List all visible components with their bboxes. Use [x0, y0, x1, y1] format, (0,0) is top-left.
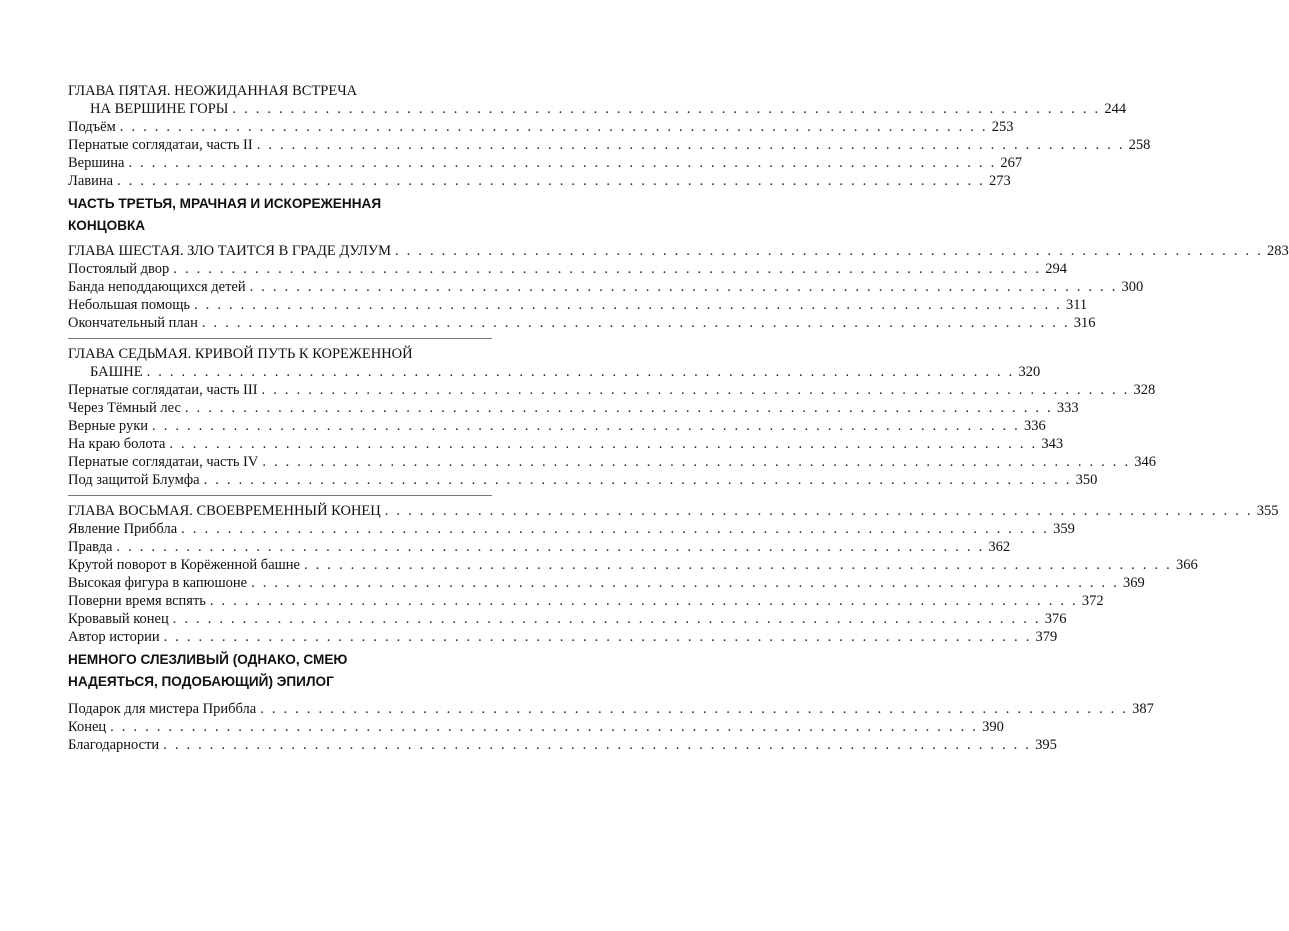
section-divider	[68, 338, 492, 339]
chapter-heading-continued[interactable]	[68, 363, 1041, 381]
entry-title: Явление Приббла	[68, 521, 178, 537]
toc-entry[interactable]	[68, 314, 1096, 332]
page-number: 258	[1128, 137, 1151, 153]
dot-leader: . . . . . . . . . . . . . . . . . . . . . . . . . . . . . . . . . . . . . . . . . . . . . . . . . . . . . . . . . . . . . . . . . . . . . . . . . . .	[117, 173, 986, 189]
dot-leader: . . . . . . . . . . . . . . . . . . . . . . . . . . . . . . . . . . . . . . . . . . . . . . . . . . . . . . . . . . . . . . . . . . . . . . . . . . .	[201, 315, 1070, 331]
page-number: 333	[1056, 400, 1079, 416]
page-number: 253	[991, 119, 1014, 135]
page-number: 387	[1132, 701, 1154, 717]
page-number: 343	[1041, 436, 1064, 452]
dot-leader: . . . . . . . . . . . . . . . . . . . . . . . . . . . . . . . . . . . . . . . . . . . . . . . . . . . . . . . . . . . . . . . . . . . . . . . . . . .	[194, 297, 1062, 313]
entry-title: Пернатые соглядатаи, часть II	[68, 137, 253, 153]
dot-leader: . . . . . . . . . . . . . . . . . . . . . . . . . . . . . . . . . . . . . . . . . . . . . . . . . . . . . . . . . . . . . . . . . . . . . . . . . . .	[116, 539, 985, 555]
dot-leader: . . . . . . . . . . . . . . . . . . . . . . . . . . . . . . . . . . . . . . . . . . . . . . . . . . . . . . . . . . . . . . . . . . . . . . . . . . .	[169, 436, 1038, 452]
entry-title: ГЛАВА ВОСЬМАЯ. СВОЕВРЕМЕННЫЙ КОНЕЦ	[68, 503, 381, 519]
toc-entry[interactable]	[68, 700, 1154, 718]
dot-leader: . . . . . . . . . . . . . . . . . . . . . . . . . . . . . . . . . . . . . . . . . . . . . . . . . . . . . . . . . . . . . . . . . . . . . . . . . . .	[384, 503, 1253, 519]
page-number: 355	[1256, 503, 1279, 519]
entry-title: Высокая фигура в капюшоне	[68, 575, 248, 591]
chapter-heading[interactable]	[68, 502, 1279, 520]
entry-title: Небольшая помощь	[68, 297, 191, 313]
part-title-line: ЧАСТЬ ТРЕТЬЯ, МРАЧНАЯ И ИСКОРЕЖЕННАЯ	[68, 196, 382, 211]
page-number: 395	[1035, 737, 1057, 753]
dot-leader: . . . . . . . . . . . . . . . . . . . . . . . . . . . . . . . . . . . . . . . . . . . . . . . . . . . . . . . . . . . . . . . . . . . . . . . . . . .	[152, 418, 1020, 434]
dot-leader: . . . . . . . . . . . . . . . . . . . . . . . . . . . . . . . . . . . . . . . . . . . . . . . . . . . . . . . . . . . . . . . . . . . . . . . . . . .	[304, 557, 1172, 573]
entry-title: ГЛАВА ШЕСТАЯ. ЗЛО ТАИТСЯ В ГРАДЕ ДУЛУМ	[68, 243, 392, 259]
entry-title: Постоялый двор	[68, 261, 170, 277]
page-number: 244	[1104, 101, 1127, 117]
dot-leader: . . . . . . . . . . . . . . . . . . . . . . . . . . . . . . . . . . . . . . . . . . . . . . . . . . . . . . . . . . . . . . . . . . . . . . . . . . .	[184, 400, 1053, 416]
entry-title: Кровавый конец	[68, 611, 169, 627]
entry-title: НА ВЕРШИНЕ ГОРЫ	[90, 101, 229, 117]
entry-title: На краю болота	[68, 436, 166, 452]
page-number: 369	[1123, 575, 1145, 591]
dot-leader: . . . . . . . . . . . . . . . . . . . . . . . . . . . . . . . . . . . . . . . . . . . . . . . . . . . . . . . . . . . . . . . . . . . . . . . . . . .	[163, 737, 1032, 753]
toc-entry[interactable]	[68, 278, 1144, 296]
dot-leader: . . . . . . . . . . . . . . . . . . . . . . . . . . . . . . . . . . . . . . . . . . . . . . . . . . . . . . . . . . . . . . . . . . . . . . . . . . .	[181, 521, 1050, 537]
toc-entry[interactable]	[68, 435, 1064, 453]
page-number: 379	[1035, 629, 1058, 645]
page-number: 350	[1075, 472, 1098, 488]
page-number: 283	[1266, 243, 1289, 259]
page-number: 320	[1018, 364, 1041, 380]
dot-leader: . . . . . . . . . . . . . . . . . . . . . . . . . . . . . . . . . . . . . . . . . . . . . . . . . . . . . . . . . . . . . . . . . . . . . . . . . . .	[232, 101, 1101, 117]
page-number: 294	[1045, 261, 1067, 277]
dot-leader: . . . . . . . . . . . . . . . . . . . . . . . . . . . . . . . . . . . . . . . . . . . . . . . . . . . . . . . . . . . . . . . . . . . . . . . . . . .	[395, 243, 1263, 259]
page-number: 359	[1053, 521, 1075, 537]
toc-entry[interactable]	[68, 172, 1011, 190]
entry-title: Правда	[68, 539, 113, 555]
dot-leader: . . . . . . . . . . . . . . . . . . . . . . . . . . . . . . . . . . . . . . . . . . . . . . . . . . . . . . . . . . . . . . . . . . . . . . . . . . .	[261, 382, 1130, 398]
entry-list	[68, 700, 1154, 754]
entry-title: Подарок для мистера Приббла	[68, 701, 257, 717]
dot-leader: . . . . . . . . . . . . . . . . . . . . . . . . . . . . . . . . . . . . . . . . . . . . . . . . . . . . . . . . . . . . . . . . . . . . . . . . . . .	[110, 719, 979, 735]
entry-title: Подъём	[68, 119, 116, 135]
toc-entry[interactable]	[68, 538, 1011, 556]
entry-title: Поверни время вспять	[68, 593, 206, 609]
entry-title: БАШНЕ	[90, 364, 143, 380]
toc-entry[interactable]	[68, 736, 1057, 754]
page-number: 328	[1133, 382, 1156, 398]
section-divider	[68, 495, 492, 496]
chapter-block	[68, 242, 1289, 332]
toc-entry[interactable]	[68, 556, 1198, 574]
page-number: 376	[1044, 611, 1067, 627]
dot-leader: . . . . . . . . . . . . . . . . . . . . . . . . . . . . . . . . . . . . . . . . . . . . . . . . . . . . . . . . . . . . . . . . . . . . . . . . . . .	[260, 701, 1129, 717]
page-number: 300	[1121, 279, 1144, 295]
dot-leader: . . . . . . . . . . . . . . . . . . . . . . . . . . . . . . . . . . . . . . . . . . . . . . . . . . . . . . . . . . . . . . . . . . . . . . . . . . .	[209, 593, 1078, 609]
chapter-heading[interactable]: ГЛАВА ПЯТАЯ. НЕОЖИДАННАЯ ВСТРЕЧА	[68, 83, 358, 99]
dot-leader: . . . . . . . . . . . . . . . . . . . . . . . . . . . . . . . . . . . . . . . . . . . . . . . . . . . . . . . . . . . . . . . . . . . . . . . . . . .	[251, 575, 1119, 591]
toc-entry[interactable]	[68, 118, 1014, 136]
toc-entry[interactable]	[68, 260, 1067, 278]
page-number: 311	[1065, 297, 1088, 313]
toc-entry[interactable]	[68, 718, 1004, 736]
chapter-block	[68, 82, 1151, 190]
page-number: 346	[1134, 454, 1157, 470]
toc-entry[interactable]	[68, 381, 1156, 399]
entry-title: Банда неподдающихся детей	[68, 279, 246, 295]
page-number: 336	[1023, 418, 1046, 434]
entry-title: Пернатые соглядатаи, часть III	[68, 382, 258, 398]
toc-entry[interactable]	[68, 417, 1046, 435]
entry-title: Окончательный план	[68, 315, 198, 331]
dot-leader: . . . . . . . . . . . . . . . . . . . . . . . . . . . . . . . . . . . . . . . . . . . . . . . . . . . . . . . . . . . . . . . . . . . . . . . . . . .	[172, 611, 1041, 627]
page-number: 372	[1081, 593, 1104, 609]
toc-entry[interactable]	[68, 574, 1145, 592]
table-of-contents	[68, 82, 1289, 754]
dot-leader: . . . . . . . . . . . . . . . . . . . . . . . . . . . . . . . . . . . . . . . . . . . . . . . . . . . . . . . . . . . . . . . . . . . . . . . . . . .	[163, 629, 1032, 645]
toc-entry[interactable]	[68, 628, 1058, 646]
dot-leader: . . . . . . . . . . . . . . . . . . . . . . . . . . . . . . . . . . . . . . . . . . . . . . . . . . . . . . . . . . . . . . . . . . . . . . . . . . .	[203, 472, 1072, 488]
part-title-line: НЕМНОГО СЛЕЗЛИВЫЙ (ОДНАКО, СМЕЮ	[68, 652, 348, 667]
page-number: 366	[1175, 557, 1198, 573]
toc-entry[interactable]	[68, 592, 1104, 610]
chapter-block	[68, 495, 1279, 646]
toc-entry[interactable]	[68, 471, 1098, 489]
entry-title: Крутой поворот в Корёженной башне	[68, 557, 300, 573]
entry-title: Автор истории	[68, 629, 160, 645]
dot-leader: . . . . . . . . . . . . . . . . . . . . . . . . . . . . . . . . . . . . . . . . . . . . . . . . . . . . . . . . . . . . . . . . . . . . . . . . . . .	[119, 119, 988, 135]
toc-entry[interactable]	[68, 136, 1151, 154]
page-number: 362	[988, 539, 1011, 555]
entry-title: Пернатые соглядатаи, часть IV	[68, 454, 259, 470]
dot-leader: . . . . . . . . . . . . . . . . . . . . . . . . . . . . . . . . . . . . . . . . . . . . . . . . . . . . . . . . . . . . . . . . . . . . . . . . . . .	[256, 137, 1125, 153]
dot-leader: . . . . . . . . . . . . . . . . . . . . . . . . . . . . . . . . . . . . . . . . . . . . . . . . . . . . . . . . . . . . . . . . . . . . . . . . . . .	[146, 364, 1015, 380]
page-number: 390	[982, 719, 1004, 735]
chapter-heading-continued[interactable]	[68, 100, 1127, 118]
dot-leader: . . . . . . . . . . . . . . . . . . . . . . . . . . . . . . . . . . . . . . . . . . . . . . . . . . . . . . . . . . . . . . . . . . . . . . . . . . .	[249, 279, 1118, 295]
entry-title: Через Тёмный лес	[68, 400, 181, 416]
part-title-line: КОНЦОВКА	[68, 218, 146, 233]
toc-entry[interactable]	[68, 453, 1157, 471]
entry-title: Вершина	[68, 155, 125, 171]
part-title-line: НАДЕЯТЬСЯ, ПОДОБАЮЩИЙ) ЭПИЛОГ	[68, 674, 334, 689]
chapter-heading[interactable]: ГЛАВА СЕДЬМАЯ. КРИВОЙ ПУТЬ К КОРЕЖЕННОЙ	[68, 346, 413, 362]
chapter-heading[interactable]	[68, 242, 1289, 260]
part-heading	[68, 650, 492, 698]
part-heading	[68, 194, 492, 242]
entry-title: Под защитой Блумфа	[68, 472, 200, 488]
toc-entry[interactable]	[68, 154, 1023, 172]
entry-title: Лавина	[68, 173, 114, 189]
entry-title: Конец	[68, 719, 107, 735]
page-number: 273	[989, 173, 1011, 189]
dot-leader: . . . . . . . . . . . . . . . . . . . . . . . . . . . . . . . . . . . . . . . . . . . . . . . . . . . . . . . . . . . . . . . . . . . . . . . . . . .	[262, 454, 1131, 470]
toc-entry[interactable]	[68, 520, 1075, 538]
chapter-block	[68, 338, 1157, 489]
dot-leader: . . . . . . . . . . . . . . . . . . . . . . . . . . . . . . . . . . . . . . . . . . . . . . . . . . . . . . . . . . . . . . . . . . . . . . . . . . .	[128, 155, 997, 171]
entry-title: Благодарности	[68, 737, 160, 753]
toc-entry[interactable]	[68, 399, 1079, 417]
dot-leader: . . . . . . . . . . . . . . . . . . . . . . . . . . . . . . . . . . . . . . . . . . . . . . . . . . . . . . . . . . . . . . . . . . . . . . . . . . .	[173, 261, 1042, 277]
entry-title: Верные руки	[68, 418, 149, 434]
page-number: 267	[1000, 155, 1023, 171]
toc-entry[interactable]	[68, 296, 1088, 314]
toc-entry[interactable]	[68, 610, 1067, 628]
page-number: 316	[1073, 315, 1096, 331]
